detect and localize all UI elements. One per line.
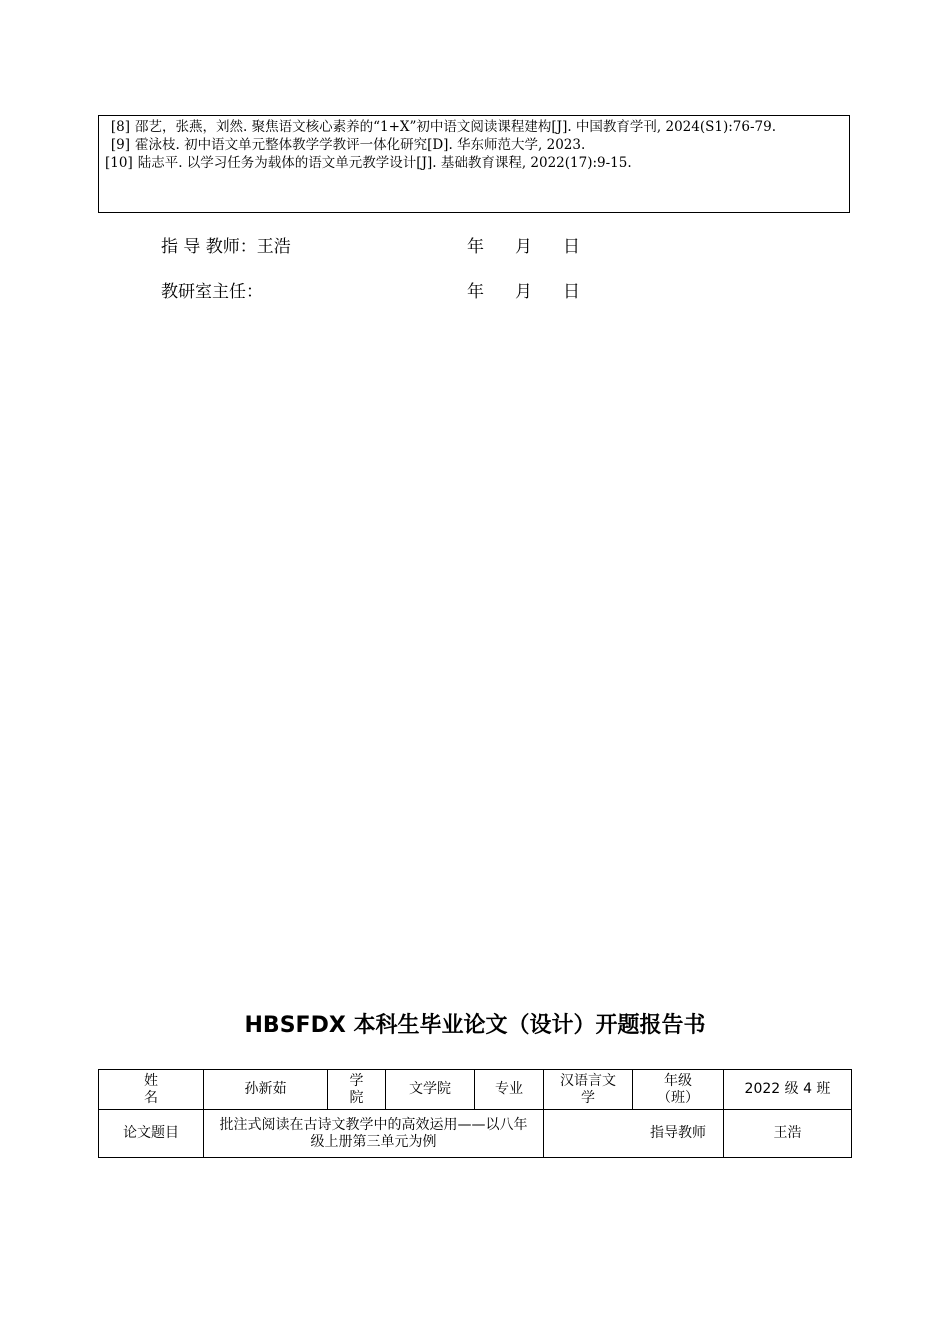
reference-item [105,118,841,136]
director-date-day: 日 [563,282,580,302]
advisor-value: 王浩 [724,1110,852,1158]
college-label: 学院 [328,1070,386,1110]
reference-number: [9] [110,137,130,153]
topic-label: 论文题目 [99,1110,204,1158]
grade-label: 年级（班） [633,1070,724,1110]
advisor-date-day: 日 [563,237,580,257]
form-title: HBSFDX 本科生毕业论文（设计）开题报告书 [244,1013,706,1038]
name-label: 姓 名 [99,1070,204,1110]
name-value: 孙新茹 [204,1070,328,1110]
advisor-date-year: 年 [467,237,484,257]
reference-number: [10] [105,155,133,171]
references-box [98,115,850,213]
reference-text: 霍泳枝. 初中语文单元整体教学学教评一体化研究[D]. 华东师范大学, 2023. [135,137,586,153]
director-signature-label: 教研室主任： [161,282,263,302]
grade-value: 2022 级 4 班 [724,1070,852,1110]
reference-item [105,154,841,172]
advisor-signature-label: 指 导 教师：王浩 [161,237,291,257]
director-signature-row [161,280,601,304]
reference-item [105,136,841,154]
reference-text: 陆志平. 以学习任务为载体的语文单元教学设计[J]. 基础教育课程, 2022(17):9-15. [137,155,632,171]
major-label: 专业 [475,1070,544,1110]
info-row-2 [99,1110,852,1158]
advisor-signature-row [161,235,601,259]
advisor-label: 指导教师 [544,1110,724,1158]
reference-text: 邵艺，张燕，刘然. 聚焦语文核心素养的“1+X”初中语文阅读课程建构[J]. 中国教育学刊, 2024(S1):76-79. [135,119,776,135]
director-date-year: 年 [467,282,484,302]
director-date-month: 月 [515,282,532,302]
advisor-date-month: 月 [515,237,532,257]
info-row-1 [99,1070,852,1110]
reference-number: [8] [110,119,130,135]
major-value: 汉语言文学 [544,1070,633,1110]
student-info-table [98,1069,852,1158]
college-value: 文学院 [386,1070,475,1110]
topic-value: 批注式阅读在古诗文教学中的高效运用——以八年级上册第三单元为例 [204,1110,544,1158]
